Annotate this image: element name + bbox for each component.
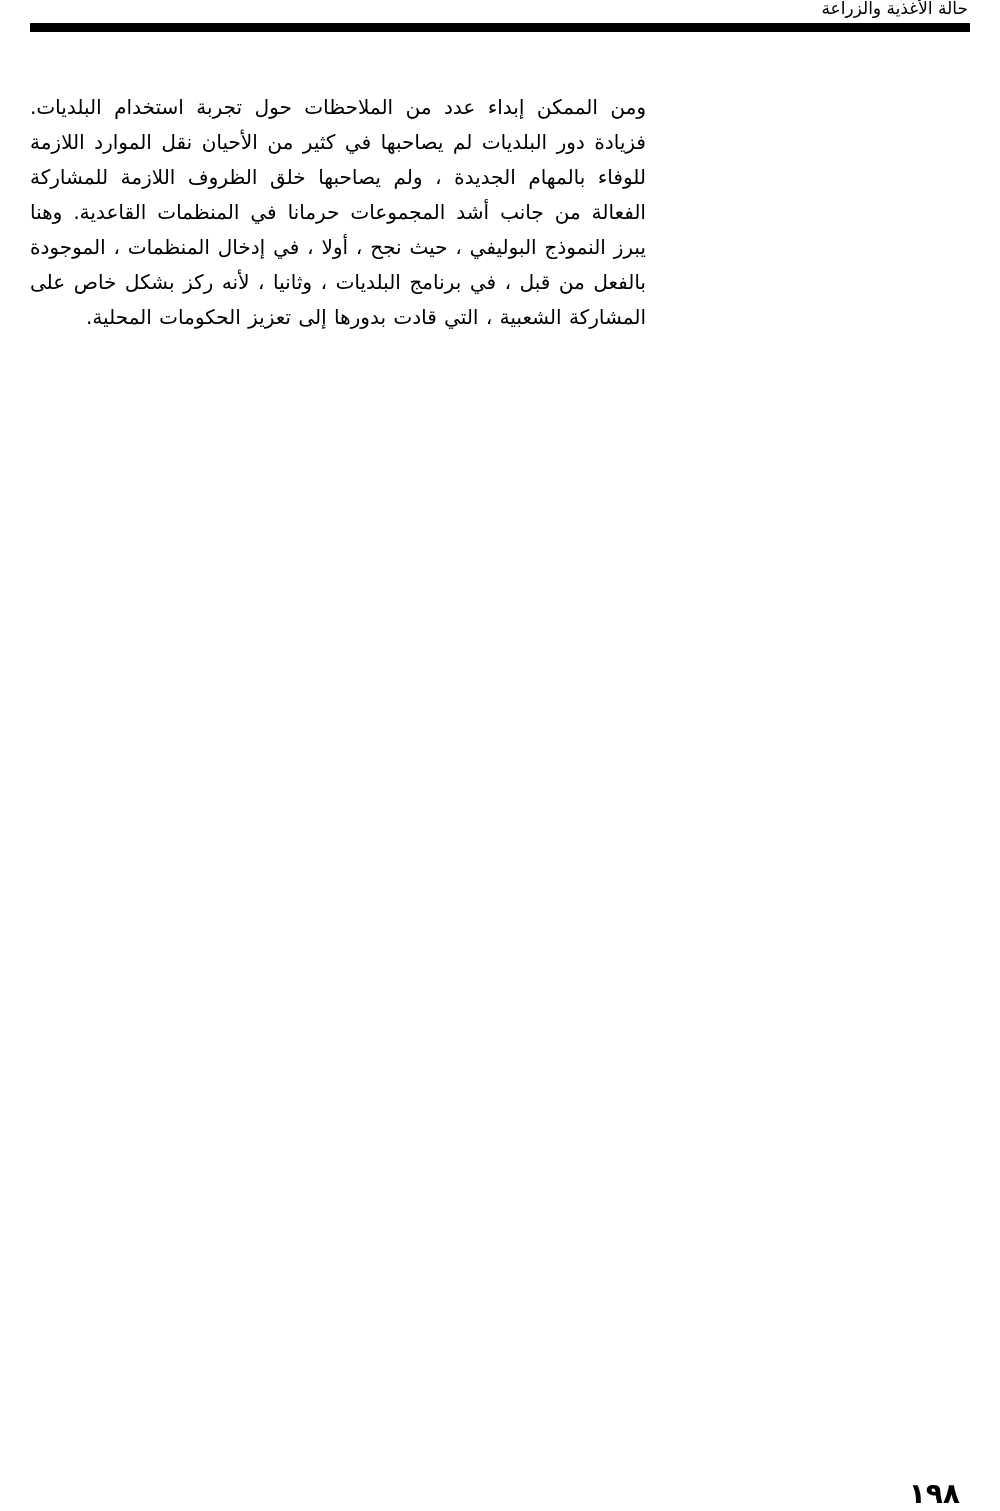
header-rule [30, 23, 970, 32]
body-paragraph: ومن الممكن إبداء عدد من الملاحظات حول تجربة استخدام البلديات. فزيادة دور البلديات لم يصاحبها في كثير من الأحيان نقل الموارد اللازمة للوفاء بالمهام الجديدة ، ولم يصاحبها خلق الظروف اللازمة للمشاركة الفعالة من جانب أشد المجموعات حرمانا في المنظمات القاعدية. وهنا يبرز النموذج البوليفي ، حيث نجح ، أولا ، في إدخال المنظمات ، الموجودة بالفعل من قبل ، في برنامج البلديات ، وثانيا ، لأنه ركز بشكل خاص على المشاركة الشعبية ، التي قادت بدورها إلى تعزيز الحكومات المحلية. [30, 95, 646, 329]
running-header-title: حالة الأغذية والزراعة [821, 0, 968, 19]
page-number: ١٩٨ [908, 1477, 960, 1510]
